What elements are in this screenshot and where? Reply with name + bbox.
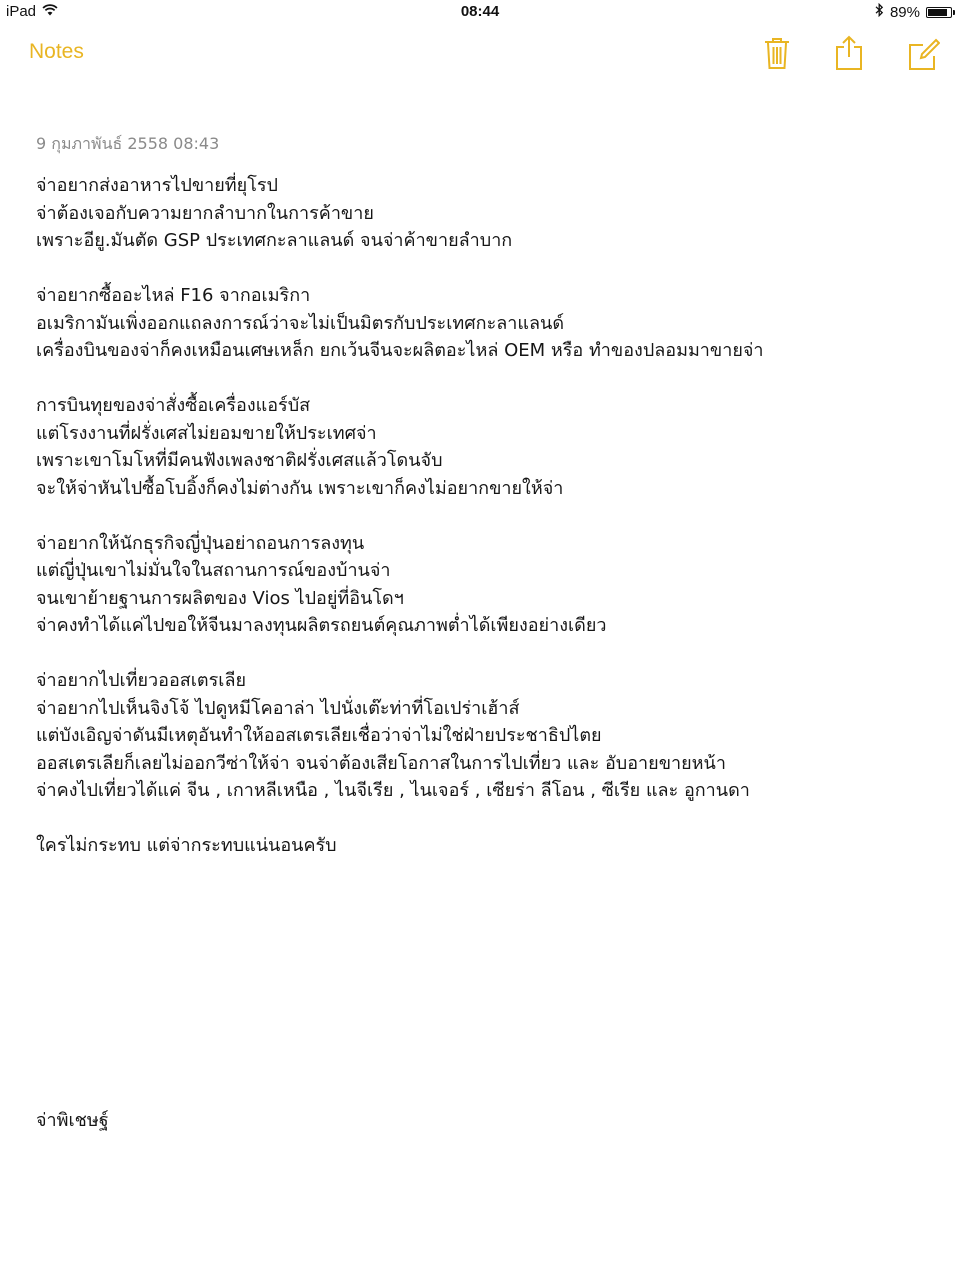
- note-line: จ่าคงทำได้แค่ไปขอให้จีนมาลงทุนผลิตรถยนต์คุณภาพต่ำได้เพียงอย่างเดียว: [36, 615, 607, 636]
- note-line: แต่โรงงานที่ฝรั่งเศสไม่ยอมขายให้ประเทศจ่า: [36, 422, 377, 444]
- note-line: จนเขาย้ายฐานการผลิตของ Vios ไปอยู่ที่อินโดฯ: [36, 587, 404, 609]
- note-line: [36, 640, 916, 668]
- bluetooth-icon: [875, 3, 884, 21]
- note-line: จ่าอยากไปเห็นจิงโจ้ ไปดูหมีโคอาล่า ไปนั่งเต๊ะท่าที่โอเปร่าเฮ้าส์: [36, 697, 520, 719]
- battery-level: [928, 9, 947, 16]
- note-line: ออสเตรเลียก็เลยไม่ออกวีซ่าให้จ่า จนจ่าต้องเสียโอกาสในการไปเที่ยว และ อับอายขายหน้า: [36, 752, 726, 774]
- note-line: เพราะเขาโมโหที่มีคนฟังเพลงชาติฝรั่งเศสแล้วโดนจับ: [36, 450, 443, 471]
- note-line: แต่บังเอิญจ่าดันมีเหตุอันทำให้ออสเตรเลียเชื่อว่าจ่าไม่ใช่ฝ่ายประชาธิปไตย: [36, 725, 602, 746]
- notes-back-button[interactable]: Notes: [29, 40, 84, 63]
- nav-bar: [0, 26, 960, 82]
- share-icon[interactable]: [832, 34, 866, 72]
- note-line: อเมริกามันเพิ่งออกแถลงการณ์ว่าจะไม่เป็นมิตรกับประเทศกะลาแลนด์: [36, 312, 565, 334]
- note-line: การบินทุยของจ่าสั่งซื้อเครื่องแอร์บัส: [36, 395, 311, 416]
- note-line: แต่ญี่ปุ่นเขาไม่มั่นใจในสถานการณ์ของบ้านจ่า: [36, 560, 391, 581]
- status-right: [875, 3, 952, 21]
- trash-icon[interactable]: [760, 34, 794, 72]
- note-line: [36, 365, 916, 393]
- note-line: จ่าต้องเจอกับความยากลำบากในการค้าขาย: [36, 202, 374, 224]
- note-line: จะให้จ่าหันไปซื้อโบอิ้งก็คงไม่ต่างกัน เพราะเขาก็คงไม่อยากขายให้จ่า: [36, 477, 564, 499]
- note-date: 9 กุมภาพันธ์ 2558 08:43: [36, 134, 220, 153]
- battery-icon: [926, 7, 952, 18]
- note-line: จ่าอยากให้นักธุรกิจญี่ปุ่นอย่าถอนการลงทุน: [36, 532, 365, 554]
- note-line: เครื่องบินของจ่าก็คงเหมือนเศษเหล็ก ยกเว้นจีนจะผลิตอะไหล่ OEM หรือ ทำของปลอมมาขายจ่า: [36, 340, 764, 361]
- status-bar: [0, 0, 960, 26]
- status-time: 08:44: [460, 3, 500, 20]
- compose-icon[interactable]: [906, 34, 940, 72]
- note-line: จ่าคงไปเที่ยวได้แค่ จีน , เกาหลีเหนือ , ไนจีเรีย , ไนเจอร์ , เซียร่า ลีโอน , ซีเรีย และ อูกานดา: [36, 780, 750, 801]
- note-line: [36, 502, 916, 530]
- note-line: จ่าอยากส่งอาหารไปขายที่ยุโรป: [36, 175, 278, 196]
- note-line: ใครไม่กระทบ แต่จ่ากระทบแน่นอนครับ: [36, 835, 337, 856]
- note-line: เพราะอียู.มันตัด GSP ประเทศกะลาแลนด์ จนจ่าค้าขายลำบาก: [36, 230, 513, 251]
- note-line: จ่าอยากไปเที่ยวออสเตรเลีย: [36, 670, 247, 691]
- note-line: [36, 255, 916, 283]
- device-name: iPad: [6, 3, 37, 20]
- note-line: [36, 805, 916, 833]
- note-signature: จ่าพิเชษฐ์: [36, 1110, 109, 1131]
- battery-percent: 89%: [889, 3, 920, 21]
- note-body[interactable]: [36, 172, 916, 860]
- note-line: จ่าอยากซื้ออะไหล่ F16 จากอเมริกา: [36, 285, 311, 306]
